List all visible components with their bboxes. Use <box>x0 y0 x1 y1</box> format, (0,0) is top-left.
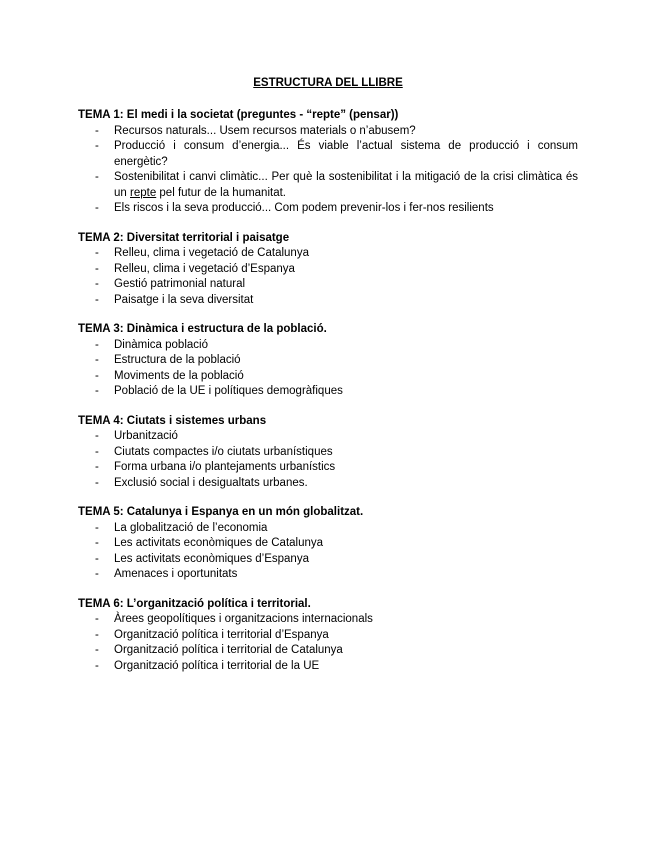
list-item-text: Exclusió social i desigualtats urbanes. <box>114 476 308 489</box>
section-item-list <box>78 338 578 400</box>
section-heading: TEMA 2: Diversitat territorial i paisatge <box>78 231 290 244</box>
list-item-text: Urbanització <box>114 430 178 442</box>
list-item-text: Les activitats econòmiques de Catalunya <box>114 537 324 549</box>
bullet-dash: - <box>95 369 99 382</box>
bullet-dash: - <box>95 124 99 137</box>
section-heading: TEMA 5: Catalunya i Espanya en un món globalitzat. <box>78 506 364 518</box>
bullet-dash: - <box>95 568 99 580</box>
document-title: ESTRUCTURA DEL LLIBRE <box>253 77 403 89</box>
list-item-text: Relleu, clima i vegetació de Catalunya <box>114 247 309 259</box>
bullet-dash: - <box>95 202 99 214</box>
list-item <box>78 429 578 445</box>
list-item-text: Sostenibilitat i canvi climàtic... Per què la sostenibilitat i la mitigació de la crisi climàtica és un <box>114 171 578 199</box>
bullet-dash: - <box>95 476 99 489</box>
section-tema-2 <box>78 231 578 309</box>
section-tema-3 <box>78 322 578 400</box>
section-heading: TEMA 6: L’organització política i territorial. <box>78 597 311 610</box>
section-tema-5 <box>78 505 578 583</box>
bullet-dash: - <box>95 293 99 306</box>
list-item <box>78 124 578 140</box>
list-item-text: Organització política i territorial de la UE <box>114 659 320 672</box>
list-item <box>78 521 578 537</box>
bullet-dash: - <box>95 354 99 366</box>
list-item-text: Relleu, clima i vegetació d’Espanya <box>114 262 295 275</box>
list-item <box>78 384 578 400</box>
list-item-text: Les activitats econòmiques d’Espanya <box>114 552 309 565</box>
list-item <box>78 246 578 262</box>
section-tema-4 <box>78 414 578 492</box>
list-item-text: Estructura de la població <box>114 354 241 366</box>
section-item-list <box>78 124 578 217</box>
list-item <box>78 612 578 628</box>
underlined-word: repte <box>130 186 157 199</box>
bullet-dash: - <box>95 445 99 458</box>
section-heading: TEMA 1: El medi i la societat (preguntes - “repte” (pensar)) <box>78 109 399 121</box>
document-page <box>78 75 578 688</box>
bullet-dash: - <box>95 628 99 641</box>
bullet-dash: - <box>95 171 99 183</box>
list-item-text: Organització política i territorial de Catalunya <box>114 644 343 656</box>
list-item-text: Dinàmica població <box>114 338 208 351</box>
bullet-dash: - <box>95 338 99 351</box>
list-item <box>78 445 578 461</box>
section-item-list <box>78 246 578 308</box>
list-item <box>78 643 578 659</box>
list-item <box>78 262 578 278</box>
list-item-text: Població de la UE i polítiques demogràfiques <box>114 385 343 397</box>
list-item <box>78 277 578 293</box>
list-item-text: Forma urbana i/o plantejaments urbanístics <box>114 461 336 473</box>
list-item <box>78 628 578 644</box>
bullet-dash: - <box>95 385 99 397</box>
list-item <box>78 353 578 369</box>
bullet-dash: - <box>95 140 99 152</box>
section-item-list <box>78 612 578 674</box>
list-item <box>78 659 578 675</box>
bullet-dash: - <box>95 537 99 549</box>
list-item-text: Producció i consum d’energia... És viable l’actual sistema de producció i consum energètic? <box>114 140 578 168</box>
list-item-text: Recursos naturals... Usem recursos materials o n’abusem? <box>114 124 416 137</box>
list-item-text: Moviments de la població <box>114 369 244 382</box>
bullet-dash: - <box>95 644 99 656</box>
section-tema-1 <box>78 108 578 217</box>
list-item-text: Paisatge i la seva diversitat <box>114 293 254 306</box>
section-item-list <box>78 429 578 491</box>
list-item <box>78 552 578 568</box>
bullet-dash: - <box>95 613 99 625</box>
list-item <box>78 460 578 476</box>
bullet-dash: - <box>95 278 99 290</box>
bullet-dash: - <box>95 659 99 672</box>
list-item-text-tail: pel futur de la humanitat. <box>156 186 286 199</box>
list-item <box>78 293 578 309</box>
bullet-dash: - <box>95 247 99 259</box>
list-item-text: Els riscos i la seva producció... Com podem prevenir-los i fer-nos resilients <box>114 202 494 214</box>
list-item <box>78 536 578 552</box>
section-heading: TEMA 3: Dinàmica i estructura de la població. <box>78 323 327 335</box>
list-item-text: Àrees geopolítiques i organitzacions internacionals <box>114 613 373 625</box>
bullet-dash: - <box>95 552 99 565</box>
list-item <box>78 201 578 217</box>
bullet-dash: - <box>95 430 99 442</box>
list-item <box>78 567 578 583</box>
section-tema-6 <box>78 597 578 675</box>
list-item <box>78 369 578 385</box>
list-item <box>78 170 578 201</box>
bullet-dash: - <box>95 262 99 275</box>
list-item-text: La globalització de l’economia <box>114 521 268 534</box>
section-item-list <box>78 521 578 583</box>
list-item-text: Gestió patrimonial natural <box>114 278 246 290</box>
list-item <box>78 139 578 170</box>
bullet-dash: - <box>95 461 99 473</box>
list-item-text: Ciutats compactes i/o ciutats urbanístiques <box>114 445 333 458</box>
list-item <box>78 476 578 492</box>
list-item <box>78 338 578 354</box>
section-heading: TEMA 4: Ciutats i sistemes urbans <box>78 414 267 427</box>
list-item-text: Amenaces i oportunitats <box>114 568 238 580</box>
bullet-dash: - <box>95 521 99 534</box>
list-item-text: Organització política i territorial d’Espanya <box>114 628 329 641</box>
